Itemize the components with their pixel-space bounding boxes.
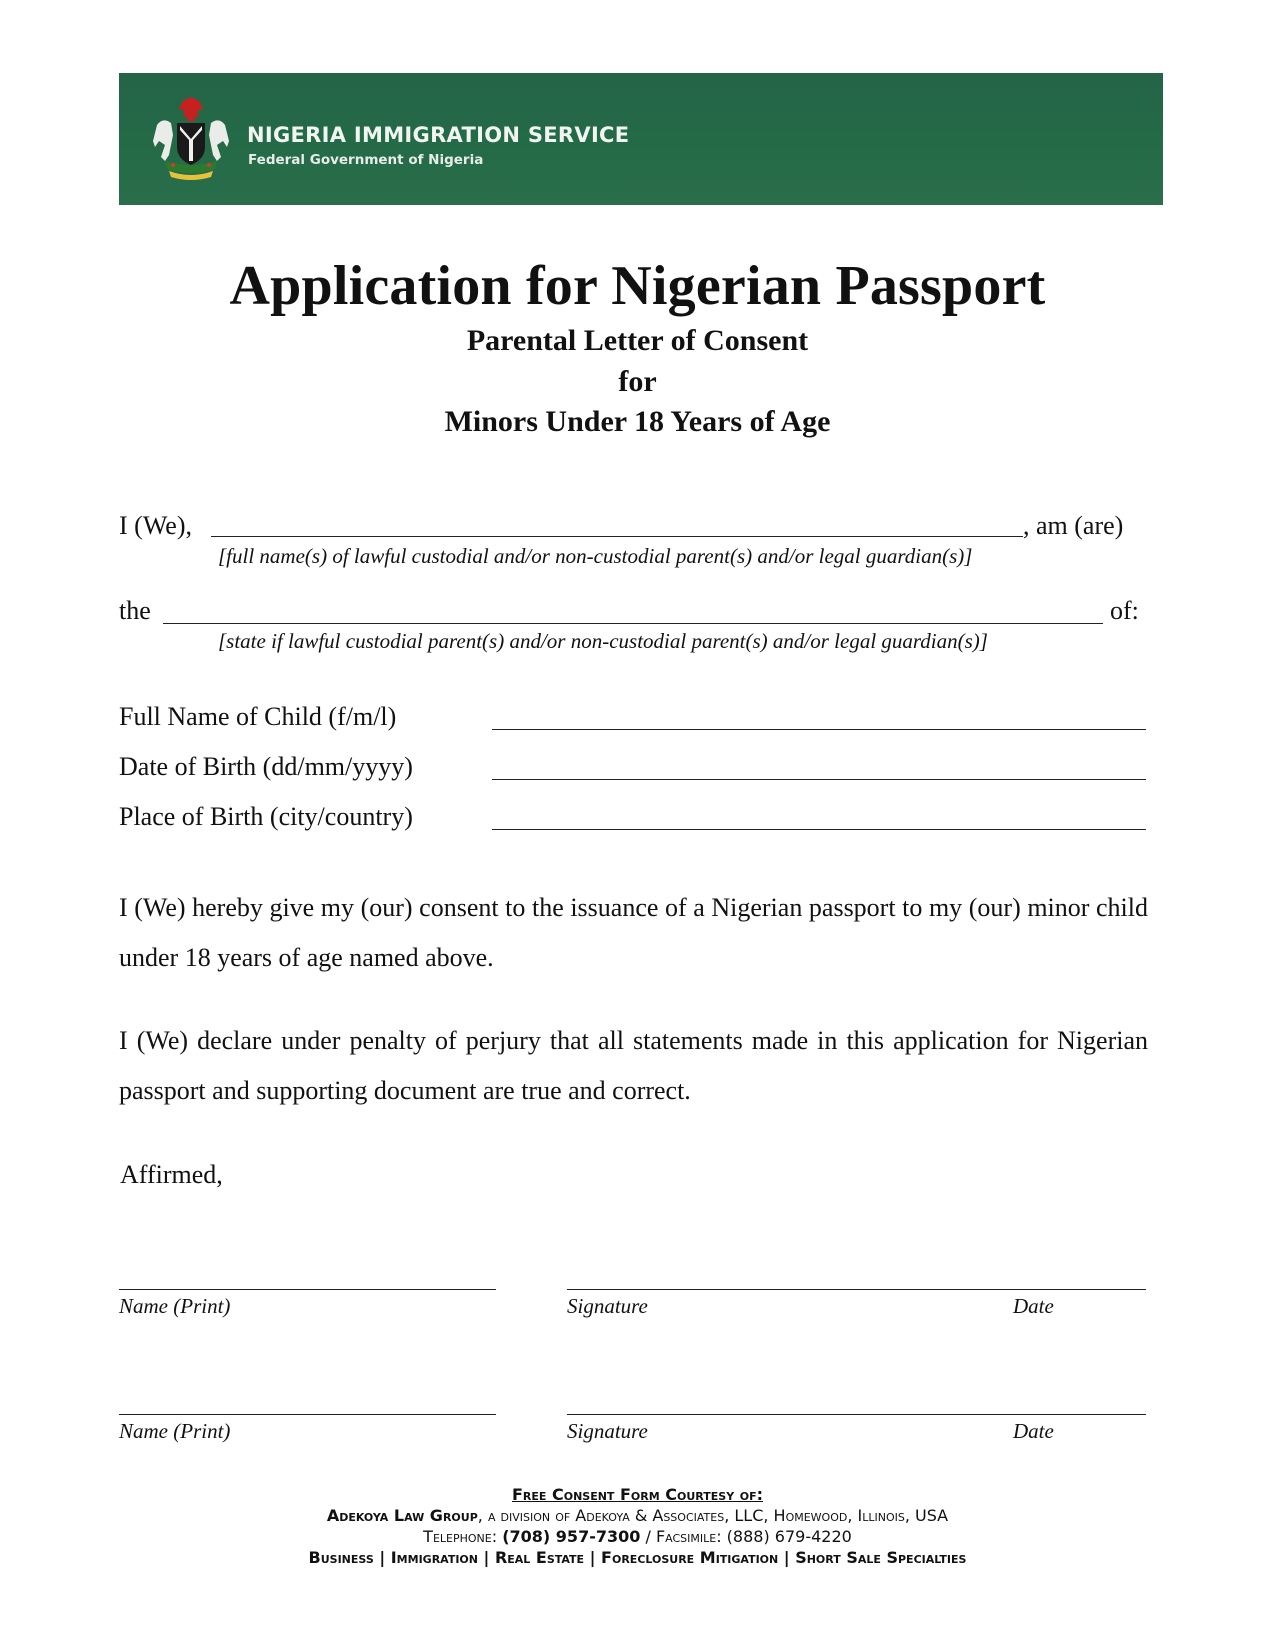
relation-prefix: the (119, 596, 151, 625)
date-label-2: Date (1013, 1419, 1054, 1443)
print-name-label-1: Name (Print) (119, 1294, 231, 1318)
courtesy-text: Free Consent Form Courtesy of: (511, 1485, 764, 1504)
child-pob-field[interactable] (492, 829, 1146, 830)
declaration-prefix: I (We), (119, 511, 192, 540)
relation-hint: [state if lawful custodial parent(s) and/or non-custodial parent(s) and/or legal guardian(s)] (218, 629, 988, 653)
declaration-suffix: , am (are) (1023, 511, 1124, 540)
fax-label: / Facsimile: (640, 1527, 727, 1546)
footer-firm-line (0, 1506, 1275, 1525)
signature-line-2[interactable] (567, 1414, 1146, 1415)
fax-number: (888) 679-4220 (726, 1527, 852, 1546)
signature-line-1[interactable] (567, 1289, 1146, 1290)
relation-field[interactable] (163, 623, 1103, 624)
firm-details: , a division of Adekoya & Associates, LLC, Homewood, Illinois, USA (477, 1506, 949, 1525)
subtitle-line-3: Minors Under 18 Years of Age (444, 405, 831, 438)
specialties-text: Business | Immigration | Real Estate | Foreclosure Mitigation | Short Sale Specialties (308, 1548, 967, 1567)
firm-name: Adekoya Law Group (326, 1506, 478, 1525)
footer-courtesy (0, 1485, 1275, 1504)
signature-label-2: Signature (567, 1419, 648, 1443)
child-dob-label: Date of Birth (dd/mm/yyyy) (119, 752, 413, 781)
telephone-label: Telephone: (423, 1527, 503, 1546)
footer-specialties-line (0, 1548, 1275, 1567)
signature-label-1: Signature (567, 1294, 648, 1318)
document-title: Application for Nigerian Passport (229, 255, 1046, 317)
perjury-statement: I (We) declare under penalty of perjury that all statements made in this application for Nigerian passport and supporting document are true and correct. (119, 1026, 1148, 1105)
print-name-line-2[interactable] (119, 1414, 496, 1415)
parent-name-field[interactable] (211, 536, 1023, 537)
subtitle-line-1: Parental Letter of Consent (466, 324, 809, 357)
print-name-line-1[interactable] (119, 1289, 496, 1290)
agency-name: NIGERIA IMMIGRATION SERVICE (247, 123, 630, 147)
closing-affirmed: Affirmed, (120, 1160, 223, 1189)
coat-of-arms-icon (147, 95, 235, 183)
child-pob-label: Place of Birth (city/country) (119, 802, 413, 831)
subtitle-line-2: for (618, 365, 657, 398)
relation-suffix: of: (1110, 596, 1139, 625)
consent-statement: I (We) hereby give my (our) consent to the issuance of a Nigerian passport to my (our) minor child under 18 years of age named above. (119, 893, 1148, 972)
date-label-1: Date (1013, 1294, 1054, 1318)
telephone-number: (708) 957-7300 (502, 1527, 641, 1546)
government-name: Federal Government of Nigeria (248, 152, 484, 168)
agency-header-banner (119, 73, 1163, 205)
child-name-label: Full Name of Child (f/m/l) (119, 702, 397, 731)
child-name-field[interactable] (492, 729, 1146, 730)
parent-name-hint: [full name(s) of lawful custodial and/or non-custodial parent(s) and/or legal guardian(s)] (218, 544, 973, 568)
print-name-label-2: Name (Print) (119, 1419, 231, 1443)
footer-contact-line (0, 1527, 1275, 1546)
child-dob-field[interactable] (492, 779, 1146, 780)
